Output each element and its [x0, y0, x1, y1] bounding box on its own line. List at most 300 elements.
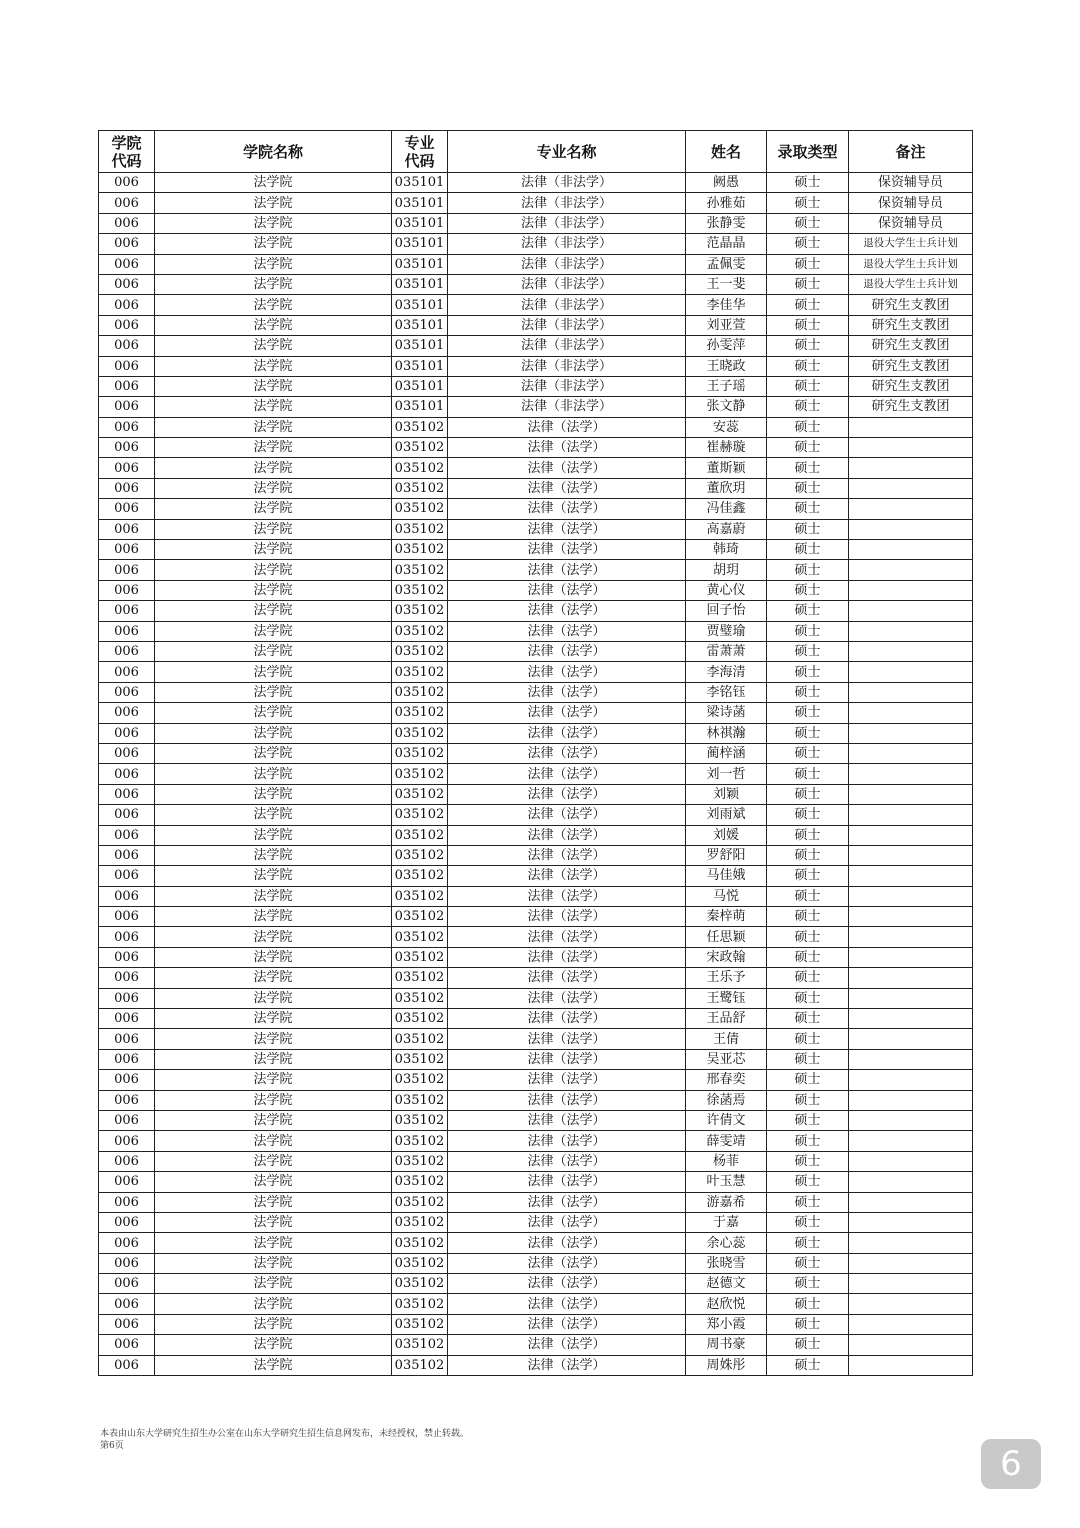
college-name-cell: 法学院	[155, 927, 392, 947]
admission-type-cell: 硕士	[767, 907, 849, 927]
major-name-cell: 法律（非法学）	[448, 397, 686, 417]
major-name-cell: 法律（法学）	[448, 927, 686, 947]
note-cell: 退役大学生士兵计划	[849, 254, 973, 274]
note-cell	[849, 805, 973, 825]
college-name-cell: 法学院	[155, 193, 392, 213]
student-name-cell: 游嘉希	[686, 1192, 767, 1212]
major-code-cell: 035102	[392, 662, 448, 682]
major-name-cell: 法律（法学）	[448, 1294, 686, 1314]
student-name-cell: 周姝彤	[686, 1355, 767, 1375]
major-name-cell: 法律（法学）	[448, 662, 686, 682]
note-cell	[849, 662, 973, 682]
college-name-cell: 法学院	[155, 641, 392, 661]
college-code-cell: 006	[99, 540, 155, 560]
major-name-cell: 法律（法学）	[448, 1090, 686, 1110]
college-code-cell: 006	[99, 805, 155, 825]
major-name-cell: 法律（法学）	[448, 1212, 686, 1232]
major-name-cell: 法律（法学）	[448, 743, 686, 763]
admission-type-cell: 硕士	[767, 1335, 849, 1355]
note-cell	[849, 519, 973, 539]
major-code-cell: 035102	[392, 1070, 448, 1090]
major-code-cell: 035102	[392, 499, 448, 519]
admission-type-cell: 硕士	[767, 641, 849, 661]
student-name-cell: 孙雯萍	[686, 336, 767, 356]
student-name-cell: 回子怡	[686, 601, 767, 621]
college-code-cell: 006	[99, 641, 155, 661]
major-name-cell: 法律（非法学）	[448, 315, 686, 335]
student-name-cell: 王晓政	[686, 356, 767, 376]
note-cell	[849, 968, 973, 988]
major-code-cell: 035102	[392, 825, 448, 845]
admission-type-cell: 硕士	[767, 213, 849, 233]
major-name-cell: 法律（非法学）	[448, 336, 686, 356]
admission-type-cell: 硕士	[767, 1192, 849, 1212]
major-code-cell: 035102	[392, 1335, 448, 1355]
admission-type-cell: 硕士	[767, 743, 849, 763]
note-cell	[849, 1110, 973, 1130]
major-code-cell: 035102	[392, 458, 448, 478]
college-code-cell: 006	[99, 295, 155, 315]
student-name-cell: 董斯颖	[686, 458, 767, 478]
college-name-cell: 法学院	[155, 1253, 392, 1273]
table-row	[99, 764, 973, 784]
table-row	[99, 274, 973, 294]
college-name-cell: 法学院	[155, 825, 392, 845]
student-name-cell: 马悦	[686, 886, 767, 906]
table-row	[99, 805, 973, 825]
admission-type-cell: 硕士	[767, 886, 849, 906]
college-code-cell: 006	[99, 173, 155, 193]
table-row	[99, 723, 973, 743]
college-code-cell: 006	[99, 866, 155, 886]
note-cell	[849, 886, 973, 906]
college-code-cell: 006	[99, 764, 155, 784]
admission-type-cell: 硕士	[767, 968, 849, 988]
college-name-cell: 法学院	[155, 519, 392, 539]
major-name-cell: 法律（法学）	[448, 1029, 686, 1049]
major-code-cell: 035102	[392, 1274, 448, 1294]
college-name-cell: 法学院	[155, 784, 392, 804]
college-name-cell: 法学院	[155, 1090, 392, 1110]
major-code-cell: 035102	[392, 1314, 448, 1334]
college-name-cell: 法学院	[155, 662, 392, 682]
college-name-cell: 法学院	[155, 1070, 392, 1090]
major-name-cell: 法律（法学）	[448, 580, 686, 600]
college-code-cell: 006	[99, 1233, 155, 1253]
college-code-cell: 006	[99, 1110, 155, 1130]
college-name-cell: 法学院	[155, 1274, 392, 1294]
student-name-cell: 胡玥	[686, 560, 767, 580]
college-name-cell: 法学院	[155, 1049, 392, 1069]
college-name-cell: 法学院	[155, 601, 392, 621]
table-row	[99, 213, 973, 233]
admission-type-cell: 硕士	[767, 254, 849, 274]
major-name-cell: 法律（法学）	[448, 825, 686, 845]
note-cell	[849, 723, 973, 743]
major-code-cell: 035101	[392, 274, 448, 294]
college-name-cell: 法学院	[155, 1151, 392, 1171]
major-code-cell: 035102	[392, 417, 448, 437]
college-code-cell: 006	[99, 499, 155, 519]
college-code-cell: 006	[99, 1192, 155, 1212]
college-code-cell: 006	[99, 458, 155, 478]
admission-type-cell: 硕士	[767, 1090, 849, 1110]
note-cell	[849, 1355, 973, 1375]
major-code-cell: 035102	[392, 1131, 448, 1151]
college-name-cell: 法学院	[155, 417, 392, 437]
table-row	[99, 988, 973, 1008]
admission-type-cell: 硕士	[767, 315, 849, 335]
admission-type-cell: 硕士	[767, 295, 849, 315]
major-name-cell: 法律（非法学）	[448, 274, 686, 294]
admission-type-cell: 硕士	[767, 274, 849, 294]
admission-type-cell: 硕士	[767, 1355, 849, 1375]
student-name-cell: 安蕊	[686, 417, 767, 437]
student-name-cell: 梁诗菡	[686, 703, 767, 723]
major-name-cell: 法律（法学）	[448, 845, 686, 865]
student-name-cell: 宋政翰	[686, 947, 767, 967]
table-row	[99, 315, 973, 335]
note-cell	[849, 641, 973, 661]
major-name-cell: 法律（法学）	[448, 1049, 686, 1069]
note-cell	[849, 1192, 973, 1212]
major-name-cell: 法律（法学）	[448, 1110, 686, 1130]
major-name-cell: 法律（非法学）	[448, 173, 686, 193]
college-code-cell: 006	[99, 927, 155, 947]
note-cell	[849, 1009, 973, 1029]
major-name-cell: 法律（法学）	[448, 907, 686, 927]
admission-type-cell: 硕士	[767, 580, 849, 600]
major-name-cell: 法律（法学）	[448, 703, 686, 723]
table-row	[99, 784, 973, 804]
college-name-cell: 法学院	[155, 703, 392, 723]
college-code-cell: 006	[99, 234, 155, 254]
major-name-cell: 法律（法学）	[448, 723, 686, 743]
table-row	[99, 499, 973, 519]
table-row	[99, 478, 973, 498]
admission-type-cell: 硕士	[767, 723, 849, 743]
student-name-cell: 刘媛	[686, 825, 767, 845]
college-name-cell: 法学院	[155, 254, 392, 274]
college-name-cell: 法学院	[155, 356, 392, 376]
note-cell	[849, 866, 973, 886]
student-name-cell: 张晓雪	[686, 1253, 767, 1273]
table-row	[99, 438, 973, 458]
college-code-cell: 006	[99, 397, 155, 417]
major-name-cell: 法律（法学）	[448, 866, 686, 886]
student-name-cell: 邢春奕	[686, 1070, 767, 1090]
note-cell	[849, 499, 973, 519]
header-major-name: 专业名称	[448, 131, 686, 173]
student-name-cell: 孟佩雯	[686, 254, 767, 274]
admission-type-cell: 硕士	[767, 376, 849, 396]
major-name-cell: 法律（法学）	[448, 1355, 686, 1375]
major-code-cell: 035102	[392, 1233, 448, 1253]
major-code-cell: 035102	[392, 927, 448, 947]
table-row	[99, 1049, 973, 1069]
major-name-cell: 法律（法学）	[448, 1192, 686, 1212]
student-name-cell: 崔赫璇	[686, 438, 767, 458]
table-row	[99, 621, 973, 641]
college-name-cell: 法学院	[155, 438, 392, 458]
college-code-cell: 006	[99, 662, 155, 682]
college-code-cell: 006	[99, 601, 155, 621]
student-name-cell: 杨菲	[686, 1151, 767, 1171]
college-name-cell: 法学院	[155, 1110, 392, 1130]
student-name-cell: 李海清	[686, 662, 767, 682]
major-code-cell: 035102	[392, 621, 448, 641]
note-cell	[849, 478, 973, 498]
header-name: 姓名	[686, 131, 767, 173]
college-name-cell: 法学院	[155, 968, 392, 988]
major-code-cell: 035102	[392, 1151, 448, 1171]
table-row	[99, 1172, 973, 1192]
page-number-badge: 6	[981, 1439, 1041, 1489]
admission-type-cell: 硕士	[767, 1009, 849, 1029]
table-row	[99, 1274, 973, 1294]
major-code-cell: 035102	[392, 947, 448, 967]
college-code-cell: 006	[99, 682, 155, 702]
header-college-code: 学院 代码	[99, 131, 155, 173]
admission-type-cell: 硕士	[767, 621, 849, 641]
major-name-cell: 法律（非法学）	[448, 234, 686, 254]
major-code-cell: 035102	[392, 1253, 448, 1273]
college-code-cell: 006	[99, 886, 155, 906]
footer-page-label: 第6页	[100, 1441, 124, 1451]
admission-type-cell: 硕士	[767, 540, 849, 560]
major-code-cell: 035102	[392, 641, 448, 661]
major-code-cell: 035101	[392, 376, 448, 396]
college-name-cell: 法学院	[155, 315, 392, 335]
college-name-cell: 法学院	[155, 947, 392, 967]
header-note: 备注	[849, 131, 973, 173]
note-cell	[849, 1294, 973, 1314]
admission-type-cell: 硕士	[767, 1131, 849, 1151]
major-code-cell: 035101	[392, 254, 448, 274]
major-code-cell: 035102	[392, 580, 448, 600]
note-cell	[849, 580, 973, 600]
admission-type-cell: 硕士	[767, 662, 849, 682]
major-name-cell: 法律（法学）	[448, 417, 686, 437]
table-row	[99, 1294, 973, 1314]
college-name-cell: 法学院	[155, 907, 392, 927]
table-row	[99, 376, 973, 396]
note-cell	[849, 601, 973, 621]
student-name-cell: 薛雯靖	[686, 1131, 767, 1151]
table-row	[99, 703, 973, 723]
college-name-cell: 法学院	[155, 723, 392, 743]
major-name-cell: 法律（法学）	[448, 1253, 686, 1273]
table-header-row	[99, 131, 973, 173]
college-code-cell: 006	[99, 356, 155, 376]
college-code-cell: 006	[99, 1294, 155, 1314]
student-name-cell: 徐菡焉	[686, 1090, 767, 1110]
admission-type-cell: 硕士	[767, 499, 849, 519]
admission-type-cell: 硕士	[767, 764, 849, 784]
student-name-cell: 罗舒阳	[686, 845, 767, 865]
college-code-cell: 006	[99, 519, 155, 539]
note-cell	[849, 682, 973, 702]
admission-type-cell: 硕士	[767, 1314, 849, 1334]
note-cell	[849, 784, 973, 804]
major-name-cell: 法律（法学）	[448, 682, 686, 702]
student-name-cell: 冯佳鑫	[686, 499, 767, 519]
major-code-cell: 035102	[392, 845, 448, 865]
major-code-cell: 035102	[392, 805, 448, 825]
table-row	[99, 743, 973, 763]
student-name-cell: 于嘉	[686, 1212, 767, 1232]
admission-type-cell: 硕士	[767, 845, 849, 865]
table-row	[99, 1029, 973, 1049]
major-name-cell: 法律（非法学）	[448, 213, 686, 233]
student-name-cell: 范晶晶	[686, 234, 767, 254]
college-name-cell: 法学院	[155, 560, 392, 580]
admission-type-cell: 硕士	[767, 866, 849, 886]
student-name-cell: 林祺瀚	[686, 723, 767, 743]
major-code-cell: 035101	[392, 173, 448, 193]
major-code-cell: 035102	[392, 1009, 448, 1029]
admission-type-cell: 硕士	[767, 682, 849, 702]
major-code-cell: 035102	[392, 764, 448, 784]
major-code-cell: 035102	[392, 1172, 448, 1192]
table-row	[99, 907, 973, 927]
admission-type-cell: 硕士	[767, 478, 849, 498]
college-code-cell: 006	[99, 315, 155, 335]
major-code-cell: 035102	[392, 907, 448, 927]
admission-type-cell: 硕士	[767, 947, 849, 967]
table-row	[99, 336, 973, 356]
college-code-cell: 006	[99, 947, 155, 967]
student-name-cell: 张文静	[686, 397, 767, 417]
table-row	[99, 662, 973, 682]
table-row	[99, 1192, 973, 1212]
college-code-cell: 006	[99, 743, 155, 763]
college-name-cell: 法学院	[155, 1131, 392, 1151]
college-code-cell: 006	[99, 1212, 155, 1232]
major-code-cell: 035101	[392, 315, 448, 335]
major-code-cell: 035102	[392, 1110, 448, 1130]
college-code-cell: 006	[99, 336, 155, 356]
major-name-cell: 法律（法学）	[448, 1274, 686, 1294]
major-code-cell: 035102	[392, 601, 448, 621]
admission-type-cell: 硕士	[767, 234, 849, 254]
note-cell	[849, 845, 973, 865]
table-body	[99, 173, 973, 1376]
admission-type-cell: 硕士	[767, 173, 849, 193]
college-name-cell: 法学院	[155, 1314, 392, 1334]
note-cell	[849, 1274, 973, 1294]
major-name-cell: 法律（法学）	[448, 560, 686, 580]
note-cell	[849, 907, 973, 927]
college-name-cell: 法学院	[155, 1355, 392, 1375]
note-cell	[849, 458, 973, 478]
major-code-cell: 035102	[392, 866, 448, 886]
admission-type-cell: 硕士	[767, 519, 849, 539]
college-code-cell: 006	[99, 1070, 155, 1090]
major-name-cell: 法律（法学）	[448, 988, 686, 1008]
admission-type-cell: 硕士	[767, 1049, 849, 1069]
college-code-cell: 006	[99, 560, 155, 580]
major-code-cell: 035102	[392, 438, 448, 458]
admission-type-cell: 硕士	[767, 417, 849, 437]
table-row	[99, 417, 973, 437]
table-row	[99, 234, 973, 254]
major-name-cell: 法律（法学）	[448, 438, 686, 458]
college-name-cell: 法学院	[155, 336, 392, 356]
admission-type-cell: 硕士	[767, 1253, 849, 1273]
major-code-cell: 035102	[392, 519, 448, 539]
college-name-cell: 法学院	[155, 1029, 392, 1049]
admission-type-cell: 硕士	[767, 1151, 849, 1171]
note-cell	[849, 1070, 973, 1090]
college-code-cell: 006	[99, 988, 155, 1008]
note-cell: 保资辅导员	[849, 213, 973, 233]
table-row	[99, 254, 973, 274]
student-name-cell: 郑小霞	[686, 1314, 767, 1334]
student-name-cell: 马佳娥	[686, 866, 767, 886]
admission-type-cell: 硕士	[767, 601, 849, 621]
table-row	[99, 1070, 973, 1090]
college-name-cell: 法学院	[155, 234, 392, 254]
note-cell	[849, 540, 973, 560]
header-type: 录取类型	[767, 131, 849, 173]
note-cell	[849, 764, 973, 784]
table-row	[99, 601, 973, 621]
student-name-cell: 王一斐	[686, 274, 767, 294]
college-code-cell: 006	[99, 274, 155, 294]
table-row	[99, 1233, 973, 1253]
table-row	[99, 1335, 973, 1355]
major-code-cell: 035102	[392, 968, 448, 988]
college-code-cell: 006	[99, 193, 155, 213]
table-row	[99, 173, 973, 193]
student-name-cell: 叶玉慧	[686, 1172, 767, 1192]
major-name-cell: 法律（法学）	[448, 1233, 686, 1253]
major-name-cell: 法律（法学）	[448, 499, 686, 519]
note-cell	[849, 1233, 973, 1253]
student-name-cell: 刘亚萱	[686, 315, 767, 335]
major-code-cell: 035101	[392, 356, 448, 376]
table-row	[99, 1131, 973, 1151]
major-name-cell: 法律（法学）	[448, 1335, 686, 1355]
note-cell	[849, 417, 973, 437]
table-row	[99, 1253, 973, 1273]
college-name-cell: 法学院	[155, 295, 392, 315]
note-cell	[849, 560, 973, 580]
major-name-cell: 法律（非法学）	[448, 254, 686, 274]
college-name-cell: 法学院	[155, 499, 392, 519]
note-cell: 保资辅导员	[849, 193, 973, 213]
student-name-cell: 孙雅茹	[686, 193, 767, 213]
major-code-cell: 035102	[392, 1294, 448, 1314]
note-cell: 研究生支教团	[849, 295, 973, 315]
admission-type-cell: 硕士	[767, 397, 849, 417]
student-name-cell: 王倩	[686, 1029, 767, 1049]
college-code-cell: 006	[99, 703, 155, 723]
table-row	[99, 1009, 973, 1029]
admission-type-cell: 硕士	[767, 703, 849, 723]
admission-type-cell: 硕士	[767, 1110, 849, 1130]
major-name-cell: 法律（法学）	[448, 886, 686, 906]
major-name-cell: 法律（法学）	[448, 1151, 686, 1171]
major-code-cell: 035101	[392, 213, 448, 233]
note-cell	[849, 1335, 973, 1355]
student-name-cell: 余心蕊	[686, 1233, 767, 1253]
admission-type-cell: 硕士	[767, 988, 849, 1008]
college-name-cell: 法学院	[155, 1233, 392, 1253]
college-code-cell: 006	[99, 1049, 155, 1069]
note-cell	[849, 1049, 973, 1069]
